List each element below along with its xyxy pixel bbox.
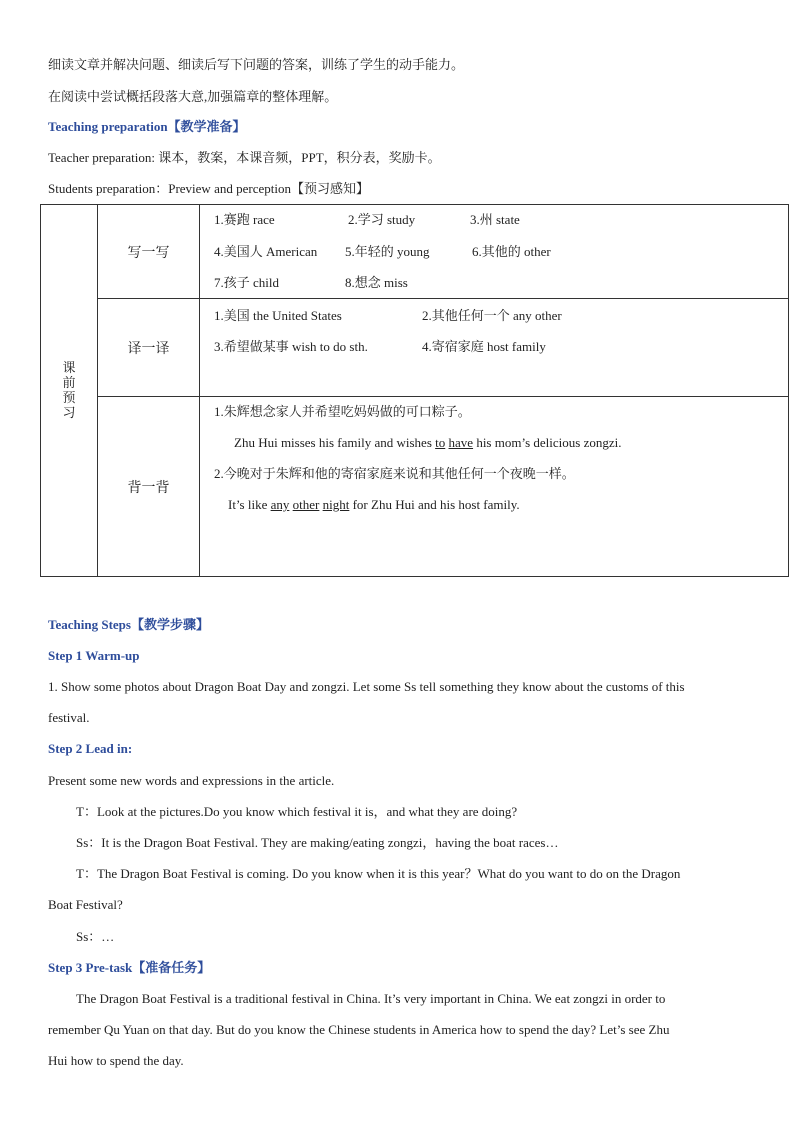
- step-3-paragraph-line-1: The Dragon Boat Festival is a traditional festival in China. It’s very important in China. We eat zongzi in order to: [76, 991, 666, 1006]
- step-1-text-line-1: 1. Show some photos about Dragon Boat Day and zongzi. Let some Ss tell something they know about the customs of this: [48, 679, 685, 694]
- step-1-heading: Step 1 Warm-up: [48, 648, 140, 663]
- translate-item-1: 1.美国 the United States: [214, 308, 342, 323]
- dialogue-teacher-2-line-1: T：The Dragon Boat Festival is coming. Do you know when it is this year？What do you want to do on the Dragon: [76, 866, 681, 881]
- dialogue-students-1: Ss：It is the Dragon Boat Festival. They are making/eating zongzi，having the boat races…: [76, 835, 559, 850]
- write-label: 写一写: [98, 205, 200, 299]
- recite-sentence-2-cn: 2.今晚对于朱辉和他的寄宿家庭来说和其他任何一个夜晚一样。: [214, 466, 575, 481]
- teacher-preparation: Teacher preparation: 课本，教案，本课音频，PPT，积分表，奖励卡。: [48, 150, 441, 165]
- translate-item-4: 4.寄宿家庭 host family: [422, 339, 546, 354]
- write-item-3: 3.州 state: [470, 212, 520, 227]
- recite-sentence-2-en: [228, 496, 520, 514]
- recite-items: [200, 397, 789, 577]
- translate-items: [200, 299, 789, 397]
- recite-1-text-a: Zhu Hui misses his family and wishes: [234, 435, 436, 450]
- translate-item-3: 3.希望做某事 wish to do sth.: [214, 339, 368, 354]
- intro-line-1: 细读文章并解决问题、细读后写下问题的答案，训练了学生的动手能力。: [48, 57, 465, 72]
- write-item-6: 6.其他的 other: [472, 244, 551, 259]
- recite-2-blank-other: other: [292, 497, 320, 512]
- intro-line-2: 在阅读中尝试概括段落大意,加强篇章的整体理解。: [48, 89, 338, 104]
- teaching-steps-heading: Teaching Steps【教学步骤】: [48, 617, 209, 632]
- students-preparation: Students preparation：Preview and perception【预习感知】: [48, 181, 369, 196]
- recite-2-blank-any: any: [270, 497, 290, 512]
- write-item-1: 1.赛跑 race: [214, 212, 275, 227]
- write-item-7: 7.孩子 child: [214, 275, 279, 290]
- teaching-preparation-heading: Teaching preparation【教学准备】: [48, 119, 246, 134]
- recite-1-blank-to: to: [435, 435, 446, 450]
- recite-1-blank-have: have: [448, 435, 474, 450]
- step-2-text: Present some new words and expressions in the article.: [48, 773, 335, 788]
- write-item-8: 8.想念 miss: [345, 275, 408, 290]
- category-cell: [41, 205, 98, 577]
- write-items: [200, 205, 789, 299]
- recite-sentence-1-en: [234, 434, 621, 452]
- write-item-4: 4.美国人 American: [214, 244, 318, 259]
- step-1-text-line-2: festival.: [48, 710, 90, 725]
- step-2-heading: Step 2 Lead in:: [48, 741, 133, 756]
- recite-sentence-1-cn: 1.朱辉想念家人并希望吃妈妈做的可口粽子。: [214, 404, 471, 419]
- category-label: 课前预习: [62, 360, 76, 420]
- dialogue-teacher-2-line-2: Boat Festival?: [48, 897, 123, 912]
- dialogue-teacher-1: T：Look at the pictures.Do you know which festival it is，and what they are doing?: [76, 804, 518, 819]
- recite-2-blank-night: night: [322, 497, 350, 512]
- recite-2-text-a: It’s like: [228, 497, 271, 512]
- step-3-paragraph-line-2: remember Qu Yuan on that day. But do you know the Chinese students in America how to spend the day? Let’s see Zhu: [48, 1022, 670, 1037]
- step-3-paragraph-line-3: Hui how to spend the day.: [48, 1053, 184, 1068]
- preview-table: [40, 204, 789, 577]
- translate-label: 译一译: [98, 299, 200, 397]
- step-3-heading: Step 3 Pre-task【准备任务】: [48, 960, 211, 975]
- recite-label: 背一背: [98, 397, 200, 577]
- recite-1-text-b: his mom’s delicious zongzi.: [473, 435, 622, 450]
- write-item-2: 2.学习 study: [348, 212, 416, 227]
- write-item-5: 5.年轻的 young: [345, 244, 430, 259]
- dialogue-students-2: Ss：…: [76, 929, 115, 944]
- translate-item-2: 2.其他任何一个 any other: [422, 308, 562, 323]
- recite-2-text-b: for Zhu Hui and his host family.: [349, 497, 520, 512]
